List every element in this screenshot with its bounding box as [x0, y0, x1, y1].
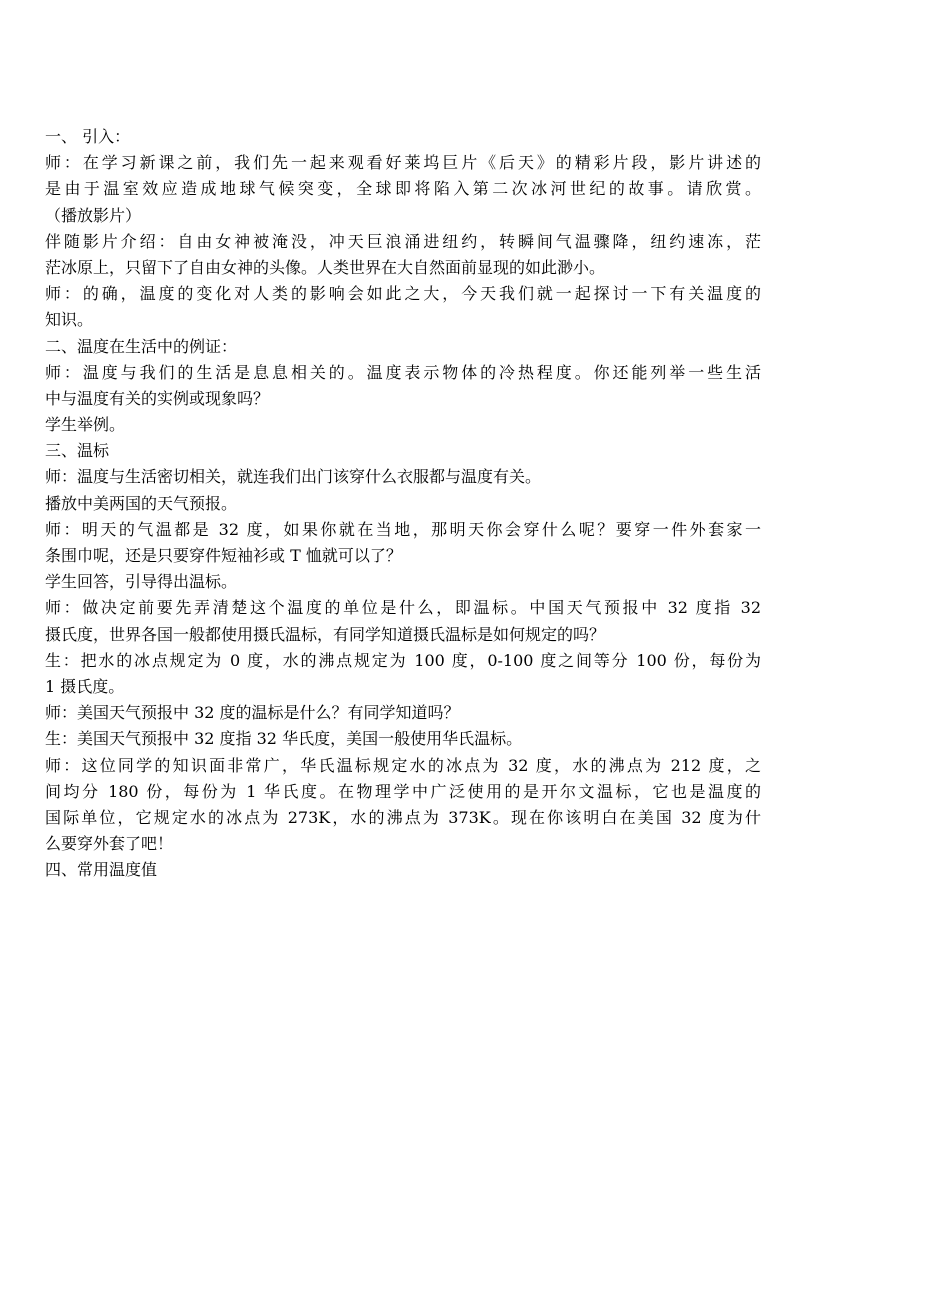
text-line: 师：美国天气预报中 32 度的温标是什么？有同学知道吗？: [45, 703, 460, 723]
text-line: 师：温度与我们的生活是息息相关的。温度表示物体的冷热程度。你还能列举一些生活: [45, 362, 761, 382]
text-line: 学生回答，引导得出温标。: [45, 572, 238, 592]
text-line: 么要穿外套了吧！: [45, 834, 174, 854]
text-line: 生：把水的冰点规定为 0 度，水的沸点规定为 100 度，0-100 度之间等分 100 份，每份为: [45, 650, 761, 670]
text-line: 国际单位，它规定水的冰点为 273K，水的沸点为 373K。现在你该明白在美国 32 度为什: [45, 807, 761, 827]
text-line: 播放中美两国的天气预报。: [45, 493, 238, 513]
text-line: 是由于温室效应造成地球气候突变，全球即将陷入第二次冰河世纪的故事。请欣赏。: [45, 179, 761, 199]
text-line: 学生举例。: [45, 415, 126, 435]
text-line: 摄氏度，世界各国一般都使用摄氏温标，有同学知道摄氏温标是如何规定的吗？: [45, 624, 606, 644]
text-line: 师：做决定前要先弄清楚这个温度的单位是什么，即温标。中国天气预报中 32 度指 32: [45, 598, 761, 618]
text-line: 师：的确，温度的变化对人类的影响会如此之大，今天我们就一起探讨一下有关温度的: [45, 284, 761, 304]
text-line: 师：这位同学的知识面非常广，华氏温标规定水的冰点为 32 度，水的沸点为 212 度，之: [45, 755, 761, 775]
text-line: 间均分 180 份，每份为 1 华氏度。在物理学中广泛使用的是开尔文温标，它也是温度的: [45, 781, 761, 801]
text-line: 一、 引入：: [45, 127, 131, 146]
text-line: 知识。: [45, 310, 94, 330]
text-line: 茫冰原上，只留下了自由女神的头像。人类世界在大自然面前显现的如此渺小。: [45, 257, 606, 277]
text-line: 师：温度与生活密切相关，就连我们出门该穿什么衣服都与温度有关。: [45, 467, 542, 487]
text-line: （播放影片）: [45, 205, 142, 225]
text-line: 四、常用温度值: [45, 860, 158, 880]
text-line: 师：明天的气温都是 32 度，如果你就在当地，那明天你会穿什么呢？要穿一件外套家一: [45, 519, 761, 539]
text-line: 师：在学习新课之前，我们先一起来观看好莱坞巨片《后天》的精彩片段，影片讲述的: [45, 153, 761, 173]
text-line: 生：美国天气预报中 32 度指 32 华氏度，美国一般使用华氏温标。: [45, 729, 523, 749]
text-line: 条围巾呢，还是只要穿件短袖衫或 T 恤就可以了？: [45, 546, 402, 565]
text-line: 二、温度在生活中的例证：: [45, 336, 238, 356]
text-line: 中与温度有关的实例或现象吗？: [45, 388, 270, 408]
text-line: 伴随影片介绍：自由女神被淹没，冲天巨浪涌进纽约，转瞬间气温骤降，纽约速冻，茫: [45, 231, 761, 251]
text-line: 1 摄氏度。: [45, 676, 125, 696]
document-body: [45, 124, 761, 883]
text-line: 三、温标: [45, 441, 110, 461]
